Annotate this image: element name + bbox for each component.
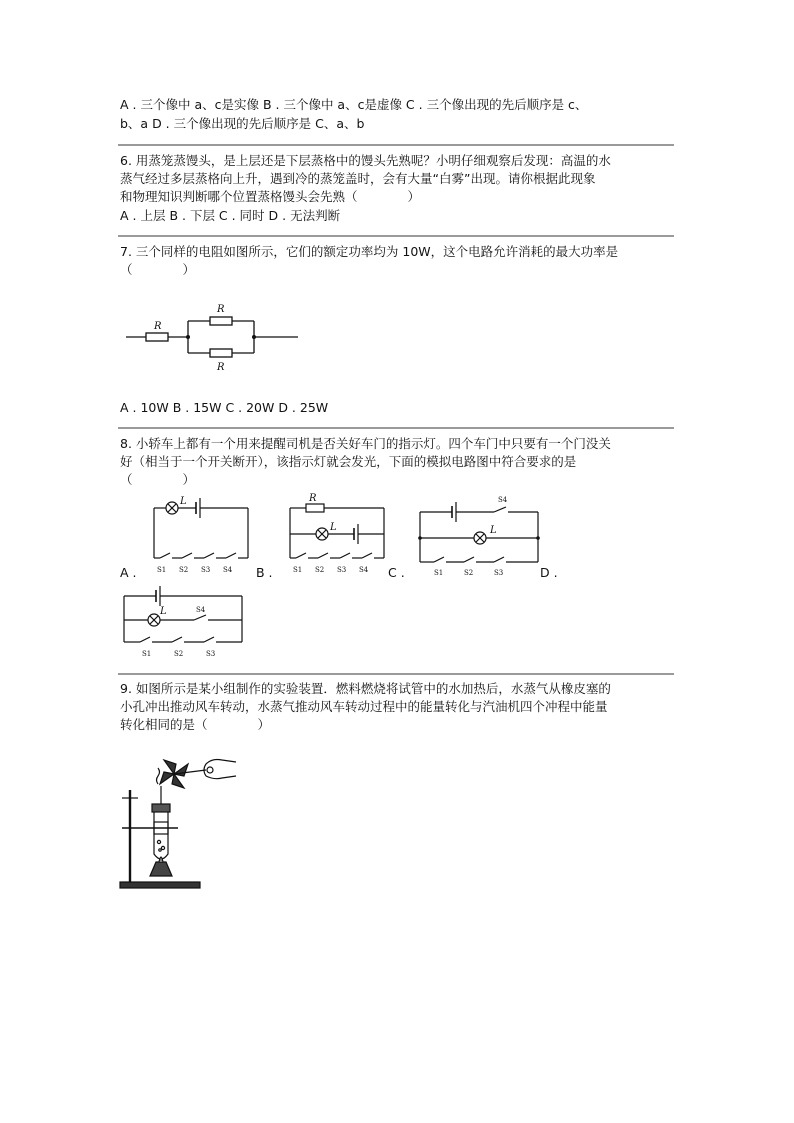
switch-label: S1 bbox=[142, 650, 152, 658]
q7-text-line1: 7. 三个同样的电阻如图所示，它们的额定功率均为 10W，这个电路允许消耗的最大功率是 bbox=[120, 244, 619, 259]
q8-circuit-b bbox=[284, 490, 392, 578]
switch-label: S2 bbox=[174, 650, 184, 658]
q8-option-d-label: D . bbox=[540, 565, 558, 580]
q8-option-b-label: B . bbox=[256, 565, 273, 580]
series-resistor bbox=[146, 333, 168, 341]
q8-text-line2: 好（相当于一个开关断开），该指示灯就会发光，下面的模拟电路图中符合要求的是 bbox=[120, 454, 577, 469]
divider bbox=[118, 427, 674, 429]
q9-text-line1: 9. 如图所示是某小组制作的实验装置．燃料燃烧将试管中的水加热后，水蒸气从橡皮塞的 bbox=[120, 681, 611, 696]
switch-label: S3 bbox=[337, 566, 347, 574]
q6-options: A . 上层 B . 下层 C . 同时 D . 无法判断 bbox=[120, 208, 341, 223]
switch-label: S4 bbox=[359, 566, 369, 574]
switch-label: S2 bbox=[464, 569, 474, 577]
q7-text-line2: （ ） bbox=[120, 262, 196, 277]
switch-label: S4 bbox=[223, 566, 233, 574]
switch-label: S1 bbox=[157, 566, 167, 574]
q8-text-line3: （ ） bbox=[120, 472, 196, 487]
switch-label: S1 bbox=[434, 569, 444, 577]
lamp-label: L bbox=[180, 496, 187, 507]
q5-options-line2: b、a D . 三个像出现的先后顺序是 C、a、b bbox=[120, 116, 365, 131]
switch-label: S4 bbox=[498, 496, 508, 504]
q8-option-a-label: A . bbox=[120, 565, 137, 580]
q5-options-line1: A . 三个像中 a、c是实像 B . 三个像中 a、c是虚像 C . 三个像出现的先后顺序是 c、 bbox=[120, 97, 588, 112]
switch-label: S2 bbox=[179, 566, 189, 574]
q8-circuit-c bbox=[414, 490, 546, 578]
parallel-resistor-bottom bbox=[210, 349, 232, 357]
q9-apparatus-illustration bbox=[114, 750, 244, 892]
lamp-label: L bbox=[160, 606, 167, 617]
q8-circuit-d bbox=[116, 584, 250, 664]
lamp-label: L bbox=[490, 525, 497, 536]
q6-text-line2: 蒸气经过多层蒸格向上升，遇到冷的蒸笼盖时，会有大量“白雾”出现。请你根据此现象 bbox=[120, 171, 596, 186]
q7-circuit-diagram bbox=[118, 295, 308, 375]
switch-label: S3 bbox=[201, 566, 211, 574]
divider bbox=[118, 235, 674, 237]
switch-label: S4 bbox=[196, 606, 206, 614]
parallel-resistor-top bbox=[210, 317, 232, 325]
divider bbox=[118, 144, 674, 146]
q8-text-line1: 8. 小轿车上都有一个用来提醒司机是否关好车门的指示灯。四个车门中只要有一个门没关 bbox=[120, 436, 611, 451]
divider bbox=[118, 673, 674, 675]
q9-text-line3: 转化相同的是（ ） bbox=[120, 717, 271, 732]
switch-label: S3 bbox=[494, 569, 504, 577]
q9-text-line2: 小孔冲出推动风车转动，水蒸气推动风车转动过程中的能量转化与汽油机四个冲程中能量 bbox=[120, 699, 608, 714]
q6-text-line1: 6. 用蒸笼蒸馒头，是上层还是下层蒸格中的馒头先熟呢？小明仔细观察后发现：高温的水 bbox=[120, 153, 611, 168]
q8-circuit-a bbox=[148, 494, 256, 578]
q7-options: A . 10W B . 15W C . 20W D . 25W bbox=[120, 400, 329, 415]
resistor-icon bbox=[306, 504, 324, 512]
switch-label: S3 bbox=[206, 650, 216, 658]
lamp-label: L bbox=[330, 522, 337, 533]
q6-text-line3: 和物理知识判断哪个位置蒸格馒头会先熟（ ） bbox=[120, 189, 421, 204]
resistor-label: R bbox=[217, 362, 225, 373]
q8-option-c-label: C . bbox=[388, 565, 405, 580]
resistor-label: R bbox=[154, 321, 162, 332]
resistor-label: R bbox=[217, 304, 225, 315]
switch-label: S2 bbox=[315, 566, 325, 574]
resistor-label: R bbox=[309, 493, 317, 504]
switch-label: S1 bbox=[293, 566, 303, 574]
